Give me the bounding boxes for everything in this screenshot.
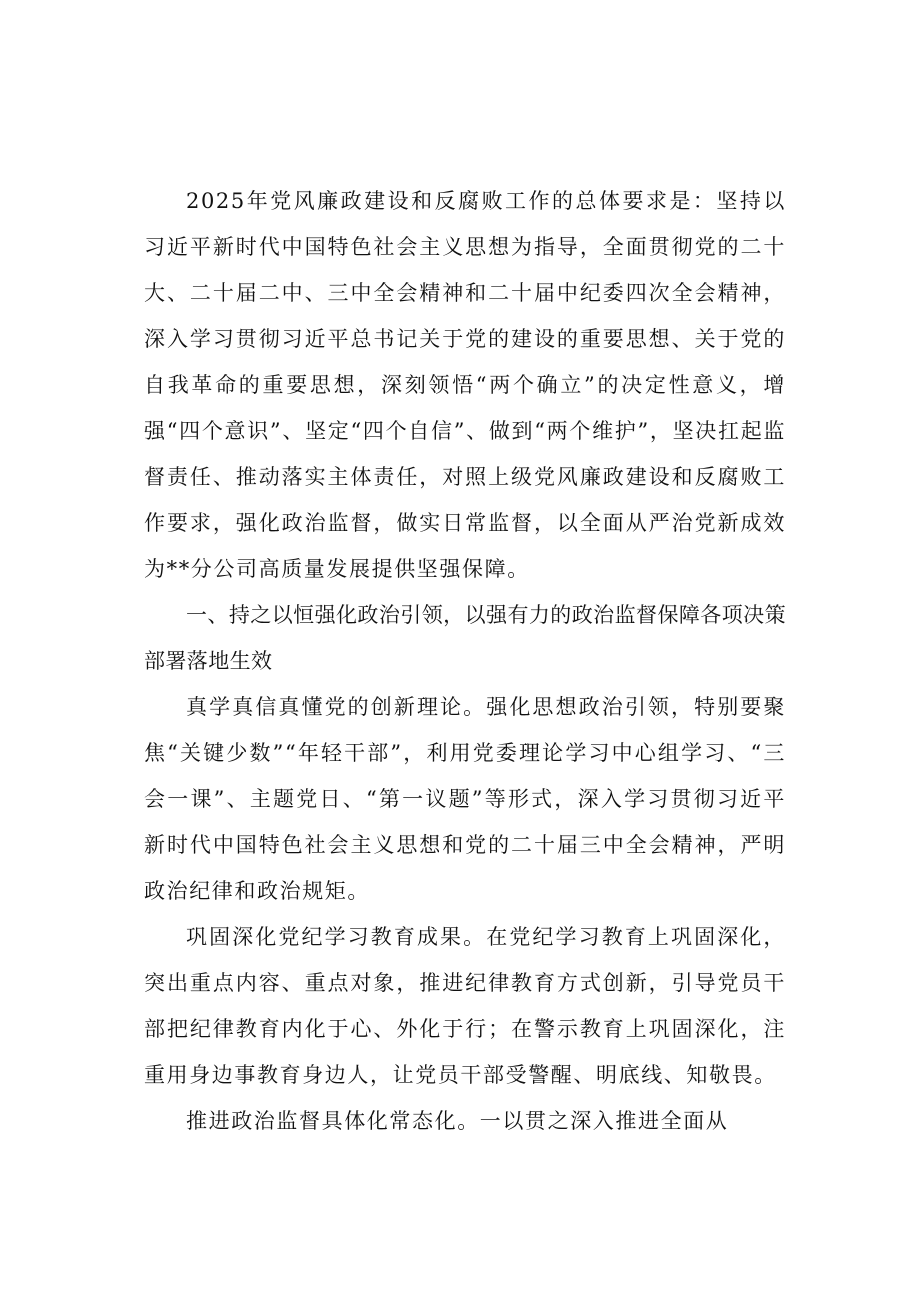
intro-paragraph: 2025年党风廉政建设和反腐败工作的总体要求是：坚持以习近平新时代中国特色社会主义思想为指导，全面贯彻党的二十大、二十届二中、三中全会精神和二十届中纪委四次全会精神，深入学习贯彻习近平总书记关于党的建设的重要思想、关于党的自我革命的重要思想，深刻领悟“两个确立”的决定性意义，增强“四个意识”、坚定“四个自信”、做到“两个维护”，坚决扛起监督责任、推动落实主体责任，对照上级党风廉政建设和反腐败工作要求，强化政治监督，做实日常监督，以全面从严治党新成效为**分公司高质量发展提供坚强保障。 bbox=[144, 189, 786, 581]
body-paragraph-3: 推进政治监督具体化常态化。一以贯之深入推进全面从 bbox=[186, 1109, 729, 1133]
section-heading-1: 一、持之以恒强化政治引领，以强有力的政治监督保障各项决策部署落地生效 bbox=[144, 603, 786, 673]
body-paragraph-1: 真学真信真懂党的创新理论。强化思想政治引领，特别要聚焦“关键少数”“年轻干部”，利用党委理论学习中心组学习、“三会一课”、主题党日、“第一议题”等形式，深入学习贯彻习近平新时代中国特色社会主义思想和党的二十届三中全会精神，严明政治纪律和政治规矩。 bbox=[144, 695, 786, 903]
body-paragraph-2: 巩固深化党纪学习教育成果。在党纪学习教育上巩固深化，突出重点内容、重点对象，推进纪律教育方式创新，引导党员干部把纪律教育内化于心、外化于行；在警示教育上巩固深化，注重用身边事教育身边人，让党员干部受警醒、明底线、知敬畏。 bbox=[144, 925, 786, 1087]
document-body bbox=[144, 178, 786, 1144]
